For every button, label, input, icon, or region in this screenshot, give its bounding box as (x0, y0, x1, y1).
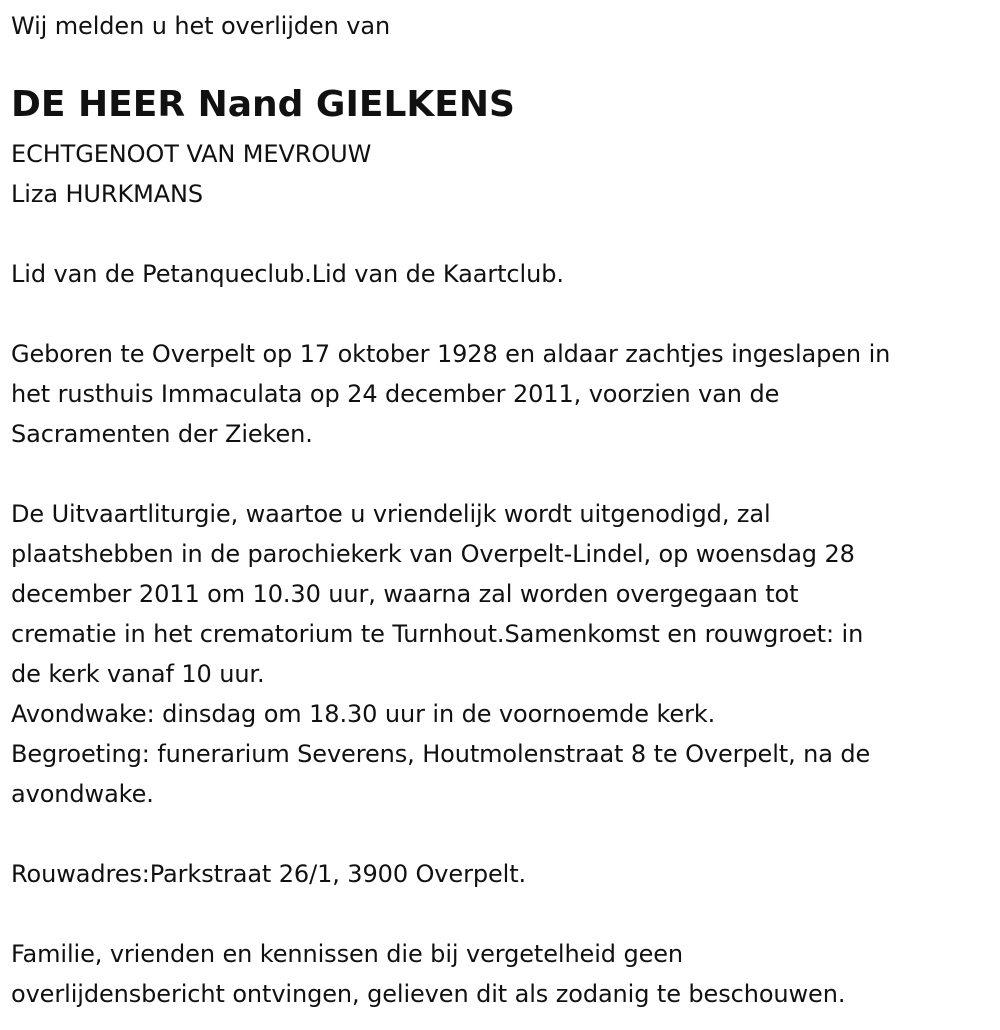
spouse-line-2: Liza HURKMANS (11, 180, 204, 208)
family-line-2: overlijdensbericht ontvingen, gelieven dit als zodanig te beschouwen. (11, 980, 846, 1008)
family-line-1: Familie, vrienden en kennissen die bij vergetelheid geen (11, 940, 684, 968)
mourning-address: Rouwadres:Parkstraat 26/1, 3900 Overpelt. (11, 860, 527, 888)
funeral-line-5: de kerk vanaf 10 uur. (11, 660, 265, 688)
funeral-line-3: december 2011 om 10.30 uur, waarna zal worden overgegaan tot (11, 580, 799, 608)
wake-line: Avondwake: dinsdag om 18.30 uur in de voornoemde kerk. (11, 700, 716, 728)
address-block (11, 854, 526, 894)
greeting-line-1: Begroeting: funerarium Severens, Houtmolenstraat 8 te Overpelt, na de (11, 740, 871, 768)
born-line-3: Sacramenten der Zieken. (11, 420, 313, 448)
clubs-block (11, 254, 564, 294)
clubs-line: Lid van de Petanqueclub.Lid van de Kaartclub. (11, 260, 564, 288)
funeral-line-2: plaatshebben in de parochiekerk van Overpelt-Lindel, op woensdag 28 (11, 540, 855, 568)
spouse-block (11, 134, 371, 214)
funeral-line-1: De Uitvaartliturgie, waartoe u vriendelijk wordt uitgenodigd, zal (11, 500, 771, 528)
funeral-block (11, 494, 870, 814)
funeral-line-4: crematie in het crematorium te Turnhout.Samenkomst en rouwgroet: in (11, 620, 864, 648)
born-line-2: het rusthuis Immaculata op 24 december 2011, voorzien van de (11, 380, 780, 408)
born-line-1: Geboren te Overpelt op 17 oktober 1928 en aldaar zachtjes ingeslapen in (11, 340, 891, 368)
birth-death-block (11, 334, 890, 454)
greeting-line-2: avondwake. (11, 780, 154, 808)
spouse-line-1: ECHTGENOOT VAN MEVROUW (11, 140, 372, 168)
intro-text: Wij melden u het overlijden van (11, 12, 391, 40)
deceased-name: DE HEER Nand GIELKENS (11, 84, 515, 125)
family-block (11, 934, 845, 1014)
